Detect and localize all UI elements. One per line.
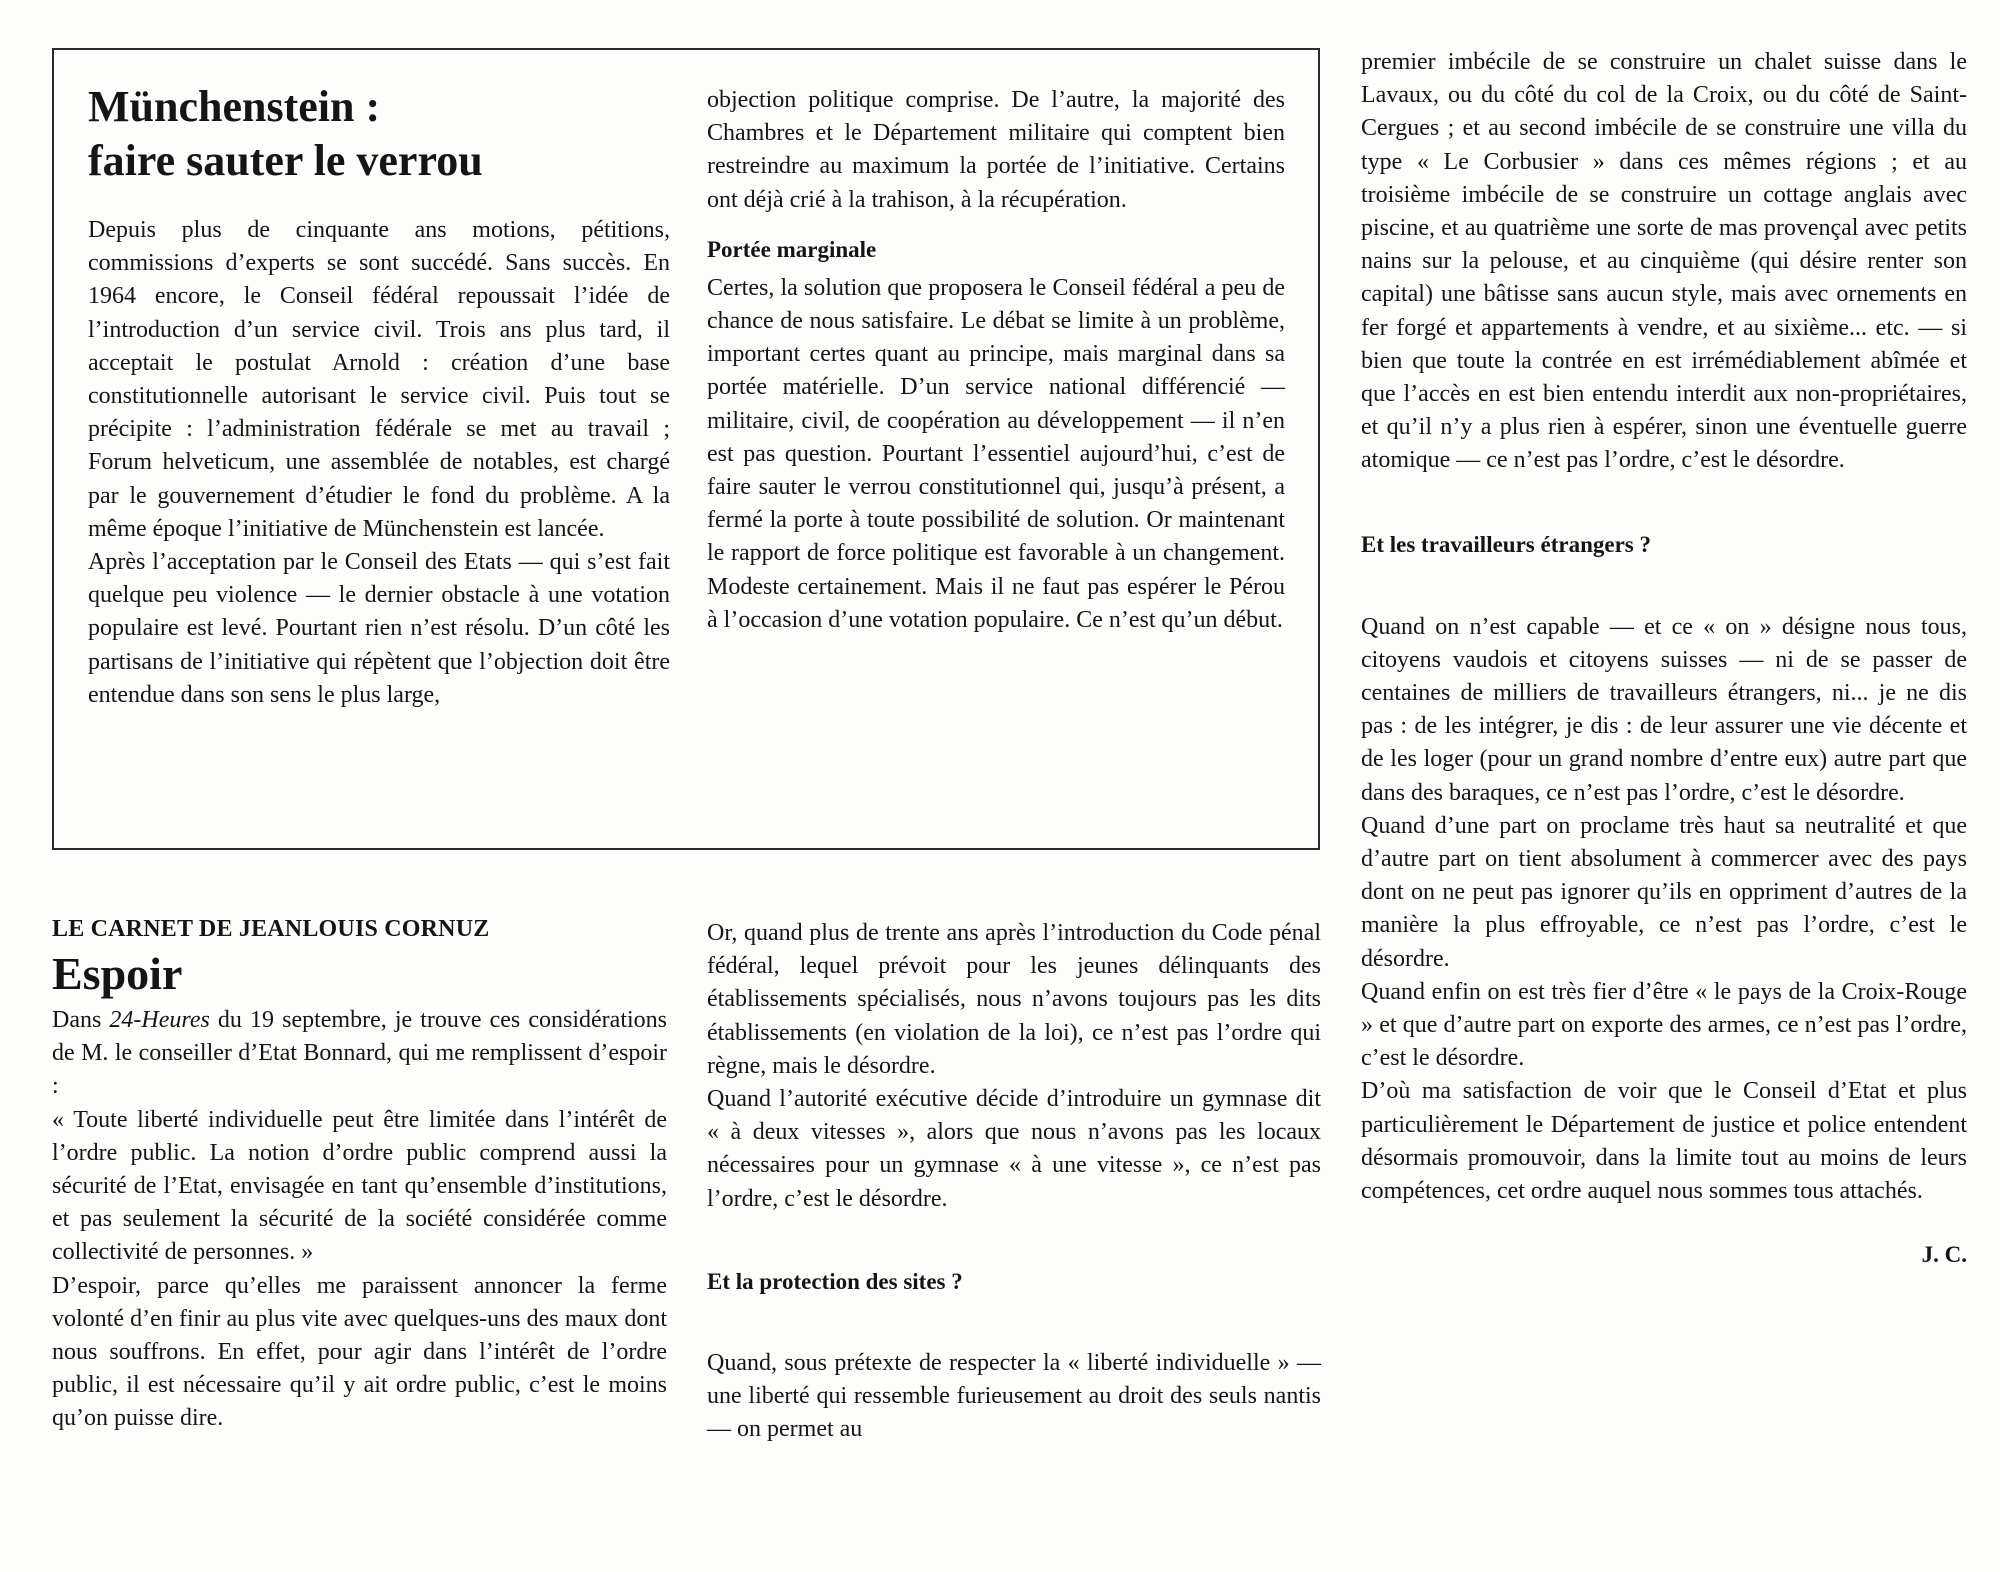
author-signature: J. C. [1921, 1242, 1967, 1268]
newspaper-name: 24-Heures [109, 1007, 210, 1033]
munchenstein-paragraph: Certes, la solution que proposera le Conseil fédéral a peu de chance de nous satisfaire. Le débat se limite à un problème, important certes quant au principe, mais marginal dans sa portée matérielle. D’un service national différencié — militaire, civil, de coopération au développement — il n’en est pas question. Pourtant l’essentiel aujourd’hui, c’est de faire sauter le verrou constitutionnel qui, jusqu’à présent, a fermé la porte à toute possibilité de solution. Or maintenant le rapport de force politique est favorable à un changement. Modeste certainement. Mais il ne faut pas espérer le Pérou à l’occasion d’une votation populaire. Ce n’est qu’un début. [707, 274, 1285, 633]
munchenstein-paragraph: objection politique comprise. De l’autre, la majorité des Chambres et le Département militaire qui comptent bien restreindre au maximum la portée de l’initiative. Certains ont déjà crié à la trahison, à la récupération. [707, 87, 1285, 213]
headline-line-2: faire sauter le verrou [88, 136, 483, 185]
travailleurs-etrangers-subhead: Et les travailleurs étrangers ? [1361, 531, 1651, 557]
protection-sites-subhead: Et la protection des sites ? [707, 1268, 963, 1294]
carnet-column-3 [1361, 46, 1967, 1270]
carnet-paragraph: D’espoir, parce qu’elles me paraissent annoncer la ferme volonté d’en finir au plus vite avec quelques-uns des maux dont nous souffrons. En effet, pour agir dans l’intérêt de l’ordre public, il est nécessaire qu’il y ait ordre public, c’est le moins qu’on puisse dire. [52, 1272, 667, 1432]
portee-marginale-subhead: Portée marginale [707, 236, 877, 262]
munchenstein-paragraph: Depuis plus de cinquante ans motions, pétitions, commissions d’experts se sont succédé. Sans succès. En 1964 encore, le Conseil fédéral repoussait l’idée de l’introduction d’un service civil. Trois ans plus tard, il acceptait le postulat Arnold : création d’une base constitutionnelle autorisant le service civil. Puis tout se précipite : l’administration fédérale se met au travail ; Forum helveticum, une assemblée de notables, est chargé par le gouvernement d’étudier le fond du problème. A la même époque l’initiative de Münchenstein est lancée. [88, 217, 670, 542]
carnet-column-1 [52, 912, 667, 1436]
carnet-paragraph: Or, quand plus de trente ans après l’introduction du Code pénal fédéral, lequel prévoit pour les jeunes délinquants des établissements spécialisés, nous n’avons toujours pas les dits établissements (en violation de la loi), ce n’est pas l’ordre qui règne, mais le désordre. [707, 920, 1321, 1079]
carnet-paragraph: Quand enfin on est très fier d’être « le pays de la Croix-Rouge » et que d’autre part on exporte des armes, ce n’est pas l’ordre, c’est le désordre. [1361, 978, 1967, 1072]
carnet-paragraph: Quand d’une part on proclame très haut sa neutralité et que d’autre part on tient absolument à commercer avec des pays dont on ne peut pas ignorer qu’ils en oppriment d’autres de la manière la plus effroyable, ce n’est pas l’ordre, c’est le désordre. [1361, 812, 1967, 972]
munchenstein-column-2 [707, 84, 1285, 637]
munchenstein-paragraph: Après l’acceptation par le Conseil des Etats — qui s’est fait quelque peu violence — le dernier obstacle à une votation populaire est levé. Pourtant rien n’est résolu. D’un côté les partisans de l’initiative qui répètent que l’objection doit être entendue dans son sens le plus large, [88, 549, 670, 708]
carnet-kicker: LE CARNET DE JEANLOUIS CORNUZ [52, 916, 490, 942]
carnet-quote-paragraph: « Toute liberté individuelle peut être limitée dans l’intérêt de l’ordre public. La notion d’ordre public comprend aussi la sécurité de l’Etat, envisagée en tant qu’ensemble d’institutions, et pas seulement la sécurité de la société considérée comme collectivité de personnes. » [52, 1106, 667, 1266]
carnet-paragraph: premier imbécile de se construire un chalet suisse dans le Lavaux, ou du côté du col de la Croix, ou du côté de Saint-Cergues ; et au second imbécile de se construire une villa du type « Le Corbusier » dans ces mêmes régions ; et au troisième imbécile de se construire un cottage anglais avec piscine, et au quatrième une sorte de mas provençal avec petits nains sur la pelouse, et au cinquième (qui désire renter son capital) une bâtisse sans aucun style, mais avec ornements en fer forgé et appartements à vendre, et au sixième... etc. — si bien que toute la contrée en est irrémédiablement abîmée et que l’accès en est bien entendu interdit aux non-propriétaires, et qu’il n’y a plus rien à espérer, sinon une éventuelle guerre atomique — ce n’est pas l’ordre, c’est le désordre. [1361, 49, 1967, 474]
carnet-paragraph: Quand l’autorité exécutive décide d’introduire un gymnase dit « à deux vitesses », alors que nous n’avons pas les locaux nécessaires pour un gymnase « à une vitesse », ce n’est pas l’ordre, c’est le désordre. [707, 1086, 1321, 1212]
carnet-paragraph: Quand, sous prétexte de respecter la « liberté individuelle » — une liberté qui ressemble furieusement au droit des seuls nantis — on permet au [707, 1349, 1321, 1443]
intro-before: Dans [52, 1007, 110, 1033]
carnet-column-2 [707, 917, 1321, 1446]
carnet-paragraph: Quand on n’est capable — et ce « on » désigne nous tous, citoyens vaudois et citoyens suisses — ni de se passer de centaines de milliers de travailleurs étrangers, ni... je ne dis pas : de les intégrer, je dis : de leur assurer une vie décente et de les loger (pour un grand nombre d’entre eux) autre part que dans des baraques, ce n’est pas l’ordre, c’est le désordre. [1361, 613, 1967, 806]
munchenstein-headline [88, 80, 670, 188]
carnet-intro-paragraph [52, 1004, 667, 1104]
carnet-paragraph: D’où ma satisfaction de voir que le Conseil d’Etat et plus particulièrement le Département de justice et police entendent désormais promouvoir, dans la limite tout au moins de leurs compétences, cet ordre auquel nous sommes tous attachés. [1361, 1078, 1967, 1205]
espoir-title: Espoir [52, 948, 183, 999]
intro-after: du 19 septembre, je trouve ces considérations de M. le conseiller d’Etat Bonnard, qui me remplissent d’espoir : [52, 1007, 667, 1100]
munchenstein-column-1 [88, 80, 670, 712]
headline-line-1: Münchenstein : [88, 82, 381, 131]
